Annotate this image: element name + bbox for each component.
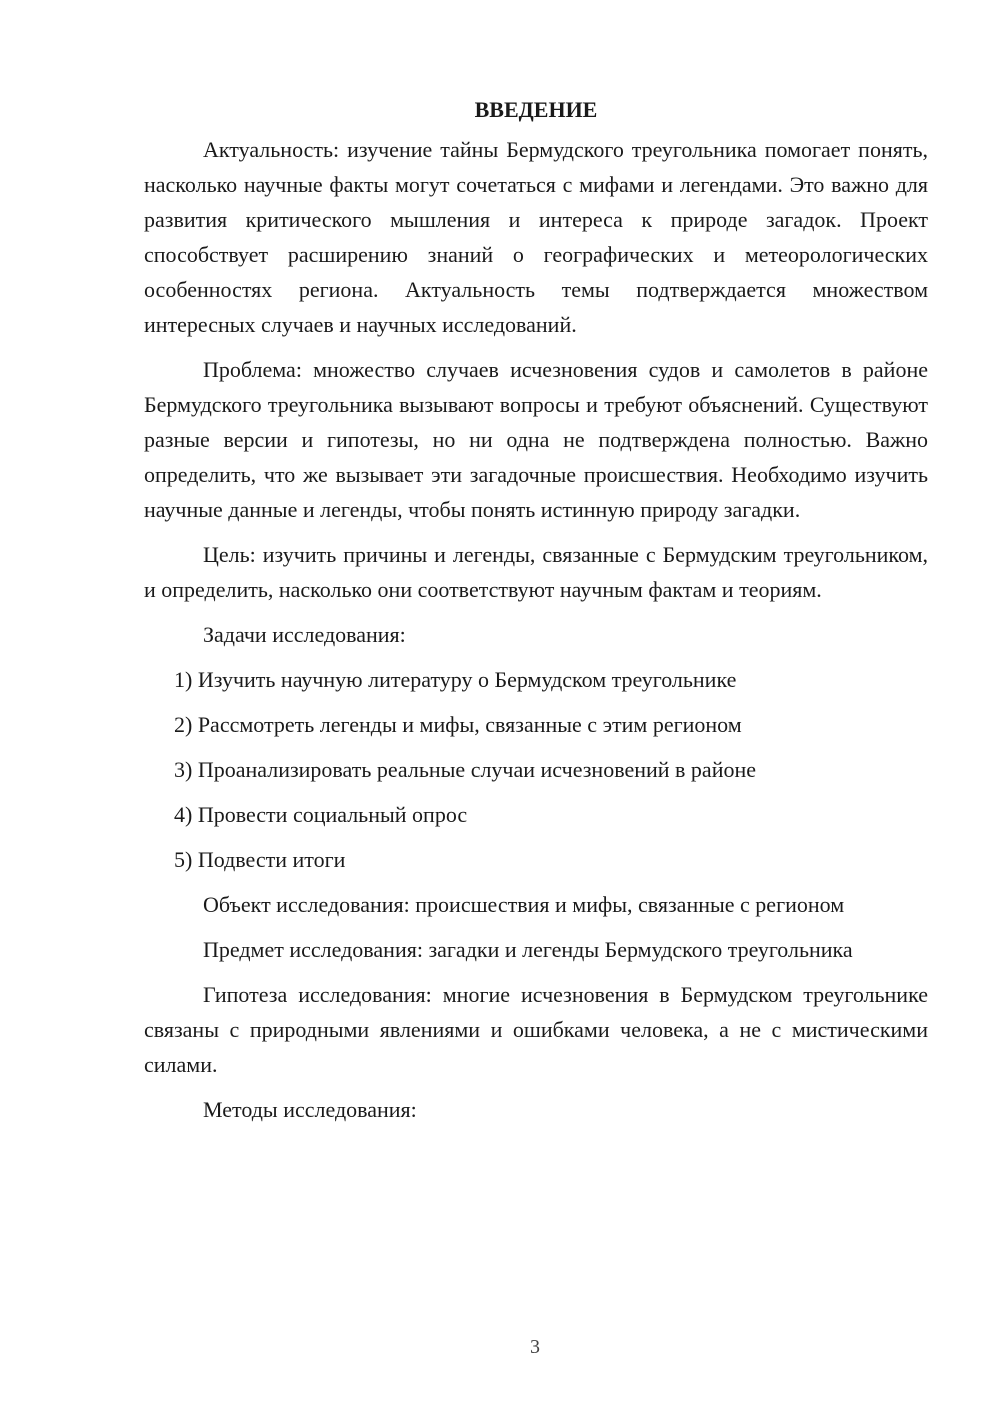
page-number: 3 [530,1336,540,1358]
relevance-paragraph: Актуальность: изучение тайны Бермудского треугольника помогает понять, насколько научные факты могут сочетаться с мифами и легендами. Это важно для развития критического мышления и интереса к природе загадок. Проект способствует расширению знаний о географических и метеорологических особенностях региона. Актуальность темы подтверждается множеством интересных случаев и научных исследований. [144,137,928,337]
task-item: 5) Подвести итоги [174,847,346,872]
methods-paragraph: Методы исследования: [203,1097,417,1122]
goal-paragraph: Цель: изучить причины и легенды, связанные с Бермудским треугольником, и определить, насколько они соответствуют научным фактам и теориям. [144,542,928,602]
problem-paragraph: Проблема: множество случаев исчезновения судов и самолетов в районе Бермудского треугольника вызывают вопросы и требуют объяснений. Существуют разные версии и гипотезы, но ни одна не подтверждена полностью. Важно определить, что же вызывает эти загадочные происшествия. Необходимо изучить научные данные и легенды, чтобы понять истинную природу загадки. [144,357,928,522]
task-item: 1) Изучить научную литературу о Бермудском треугольнике [174,667,737,692]
subject-paragraph: Предмет исследования: загадки и легенды Бермудского треугольника [203,937,853,962]
section-title: ВВЕДЕНИЕ [474,97,598,122]
task-item: 3) Проанализировать реальные случаи исчезновений в районе [174,757,757,782]
tasks-heading: Задачи исследования: [203,622,406,647]
object-paragraph: Объект исследования: происшествия и мифы, связанные с регионом [203,892,845,917]
task-item: 4) Провести социальный опрос [174,802,468,827]
tasks-list [144,662,928,877]
hypothesis-paragraph: Гипотеза исследования: многие исчезновения в Бермудском треугольнике связаны с природными явлениями и ошибками человека, а не с мистическими силами. [144,982,928,1077]
task-item: 2) Рассмотреть легенды и мифы, связанные с этим регионом [174,712,742,737]
document-page [144,88,928,1137]
